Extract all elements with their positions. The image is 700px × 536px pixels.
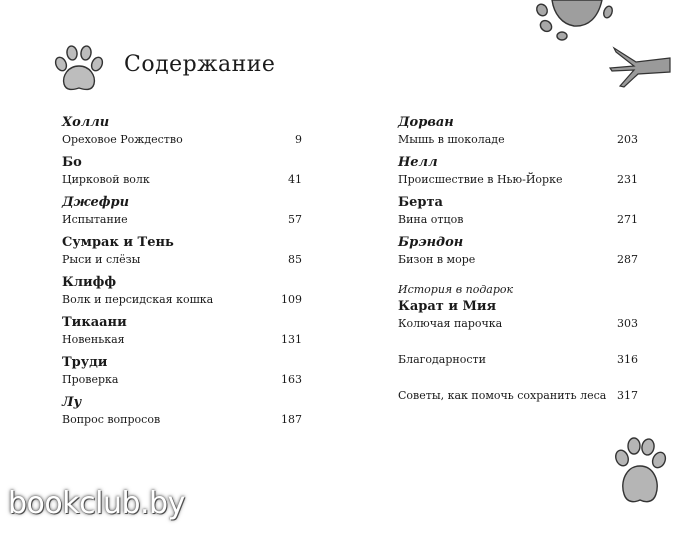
toc-author: Бо [62, 155, 82, 170]
toc-story-row[interactable] [62, 372, 302, 388]
toc-entry [62, 114, 302, 148]
page-title: Содержание [124, 52, 276, 77]
toc-page-number: 317 [617, 389, 638, 402]
toc-story-title: Новенькая [62, 333, 125, 346]
toc-story-title: Испытание [62, 213, 128, 226]
toc-story-row[interactable] [398, 252, 638, 268]
toc-author: Труди [62, 355, 108, 370]
toc-entry [62, 314, 302, 348]
toc-author: Берта [398, 195, 443, 210]
toc-story-title: Происшествие в Нью-Йорке [398, 173, 563, 186]
paw-print-icon [52, 44, 106, 94]
toc-entry [398, 114, 638, 148]
toc-left-column [62, 114, 302, 434]
toc-entry [62, 234, 302, 268]
toc-extra-title: Советы, как помочь сохранить леса [398, 389, 607, 402]
toc-entry [62, 274, 302, 308]
paw-print-icon [610, 436, 668, 506]
bonus-section-label: История в подарок [398, 283, 514, 296]
paw-print-icon [528, 0, 612, 40]
toc-entry [62, 154, 302, 188]
toc-author: Сумрак и Тень [62, 235, 174, 250]
toc-author: Клифф [62, 275, 117, 290]
toc-story-title: Вина отцов [398, 213, 464, 226]
toc-entry [62, 394, 302, 428]
toc-page-number: 9 [295, 133, 302, 146]
toc-extra-row[interactable] [398, 352, 638, 368]
toc-entry [398, 154, 638, 188]
toc-story-row[interactable] [398, 172, 638, 188]
bonus-section [398, 282, 638, 332]
toc-story-title: Волк и персидская кошка [62, 293, 214, 306]
toc-entry [62, 354, 302, 388]
toc-story-title: Вопрос вопросов [62, 413, 161, 426]
toc-page-number: 85 [288, 253, 302, 266]
toc-entry [398, 194, 638, 228]
toc-entry [398, 234, 638, 268]
claw-print-icon [606, 42, 670, 92]
toc-story-row[interactable] [398, 212, 638, 228]
toc-page-number: 187 [281, 413, 302, 426]
section-gap [398, 374, 638, 388]
toc-entry [62, 194, 302, 228]
toc-page-number: 316 [617, 353, 638, 366]
toc-author: Тикаани [62, 315, 127, 330]
toc-author: Джефри [62, 195, 130, 210]
toc-author: Дорван [398, 115, 454, 130]
toc-author: Карат и Мия [398, 299, 497, 314]
toc-story-row[interactable] [62, 292, 302, 308]
section-gap [398, 338, 638, 352]
toc-right-column [398, 114, 638, 410]
toc-story-row[interactable] [62, 172, 302, 188]
toc-story-title: Рыси и слёзы [62, 253, 141, 266]
toc-story-row[interactable] [62, 332, 302, 348]
toc-page-number: 41 [288, 173, 302, 186]
toc-story-title: Колючая парочка [398, 317, 503, 330]
toc-extra-title: Благодарности [398, 353, 486, 366]
toc-page-number: 131 [281, 333, 302, 346]
toc-extra-row[interactable] [398, 388, 638, 404]
toc-story-title: Ореховое Рождество [62, 133, 183, 146]
toc-page-number: 303 [617, 317, 638, 330]
toc-story-row[interactable] [398, 316, 638, 332]
toc-story-title: Проверка [62, 373, 119, 386]
toc-story-title: Мышь в шоколаде [398, 133, 505, 146]
toc-page-number: 57 [288, 213, 302, 226]
toc-story-row[interactable] [62, 132, 302, 148]
toc-story-row[interactable] [398, 132, 638, 148]
toc-author: Холли [62, 115, 110, 130]
toc-page-number: 231 [617, 173, 638, 186]
toc-story-row[interactable] [62, 412, 302, 428]
toc-page-number: 203 [617, 133, 638, 146]
toc-page-number: 287 [617, 253, 638, 266]
toc-story-title: Бизон в море [398, 253, 476, 266]
toc-author: Брэндон [398, 235, 464, 250]
toc-author: Нелл [398, 155, 438, 170]
toc-story-row[interactable] [62, 212, 302, 228]
toc-page-number: 163 [281, 373, 302, 386]
toc-page-number: 271 [617, 213, 638, 226]
toc-page-number: 109 [281, 293, 302, 306]
toc-story-row[interactable] [62, 252, 302, 268]
site-watermark: bookclub.by [8, 486, 185, 521]
section-gap [398, 274, 638, 282]
toc-author: Лу [62, 395, 82, 410]
toc-story-title: Цирковой волк [62, 173, 150, 186]
